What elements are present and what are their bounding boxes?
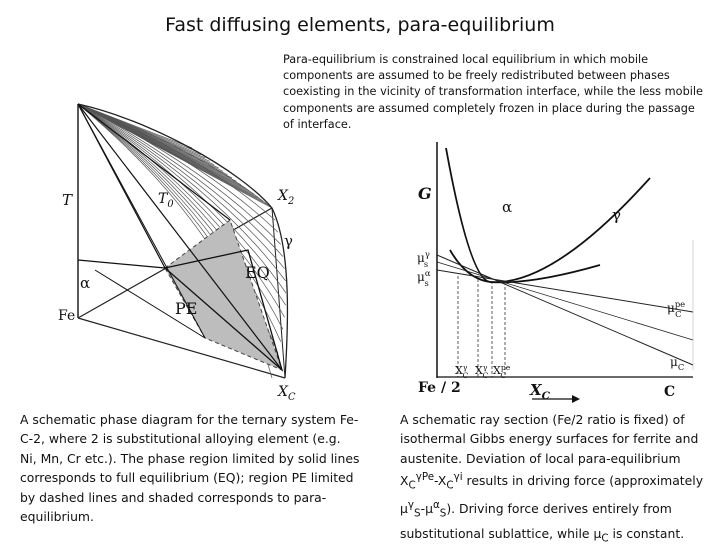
x-tick-label: $X^\gamma$ C: [475, 363, 489, 380]
x2-label: $X_2$: [278, 188, 295, 207]
x-tick-label: $X^{pe}$ C: [493, 363, 511, 380]
t0-label: $T_0$: [158, 191, 174, 210]
alpha-curve-label: α: [502, 198, 513, 216]
energy-diagram-caption: A schematic ray section (Fe/2 ratio is fixed) of isothermal Gibbs energy surfaces for ferrite and austenite. Deviation of local para-equilibrium $X_C^{\gamma Pe}-X_C^{\gamma i}$ results in driving force (approximately $\mu^\gamma_S-\mu^\alpha_S$). Driving force derives entirely from substitutional sublattice, while $\mu_C$ is constant.: [400, 412, 704, 545]
g-label: G: [418, 184, 432, 203]
gamma-label: γ: [284, 232, 293, 250]
gamma-gibbs-curve: [450, 178, 650, 282]
para-equilibrium-tangent: [437, 270, 693, 312]
para-equilibrium-definition: Para-equilibrium is constrained local equilibrium in which mobile components are assumed to be freely redistributed between phases coexisting in the vicinity of transformation interface, while the less mobile components are assumed completely frozen in place during the passage of interface.: [283, 53, 703, 131]
eq-label: EQ: [245, 263, 270, 282]
alpha-label: α: [80, 274, 91, 292]
mu-s-alpha-label: $\mu^\alpha$ s: [417, 268, 431, 288]
c-label: C: [664, 384, 676, 400]
mu-c-label: $\mu_C$: [670, 355, 685, 372]
x-tick-label: $X^\gamma$ C: [455, 363, 469, 380]
alpha-boundary: [78, 260, 165, 268]
mu-c-pe-label: $\mu^{pe}$ C: [667, 299, 686, 319]
tie-line: [78, 104, 282, 370]
fe-label: Fe: [58, 308, 76, 324]
slide-title: Fast diffusing elements, para-equilibrium: [165, 14, 555, 36]
alpha-gibbs-curve: [446, 148, 600, 282]
gamma-curve-label: γ: [612, 206, 621, 224]
phase-diagram-caption: A schematic phase diagram for the ternary system Fe-C-2, where 2 is substitutional alloying element (e.g. Ni, Mn, Cr etc.). The phase region limited by solid lines corresponds to full equilibrium (EQ); region PE limited by dashed lines and shaded corresponds to para-equilibrium.: [20, 412, 360, 525]
xc-axis-label: $X_C$: [530, 381, 550, 402]
common-tangent: [437, 255, 693, 365]
mu-s-gamma-label: $\mu^\gamma$ s: [417, 249, 430, 269]
gibbs-energy-diagram: [410, 135, 710, 402]
xc-label: $X_C$: [278, 384, 296, 403]
t-axis-label: T: [62, 191, 73, 209]
pe-label: PE: [175, 299, 198, 318]
ternary-phase-diagram: [55, 95, 315, 403]
fe2-label: Fe / 2: [418, 380, 461, 396]
